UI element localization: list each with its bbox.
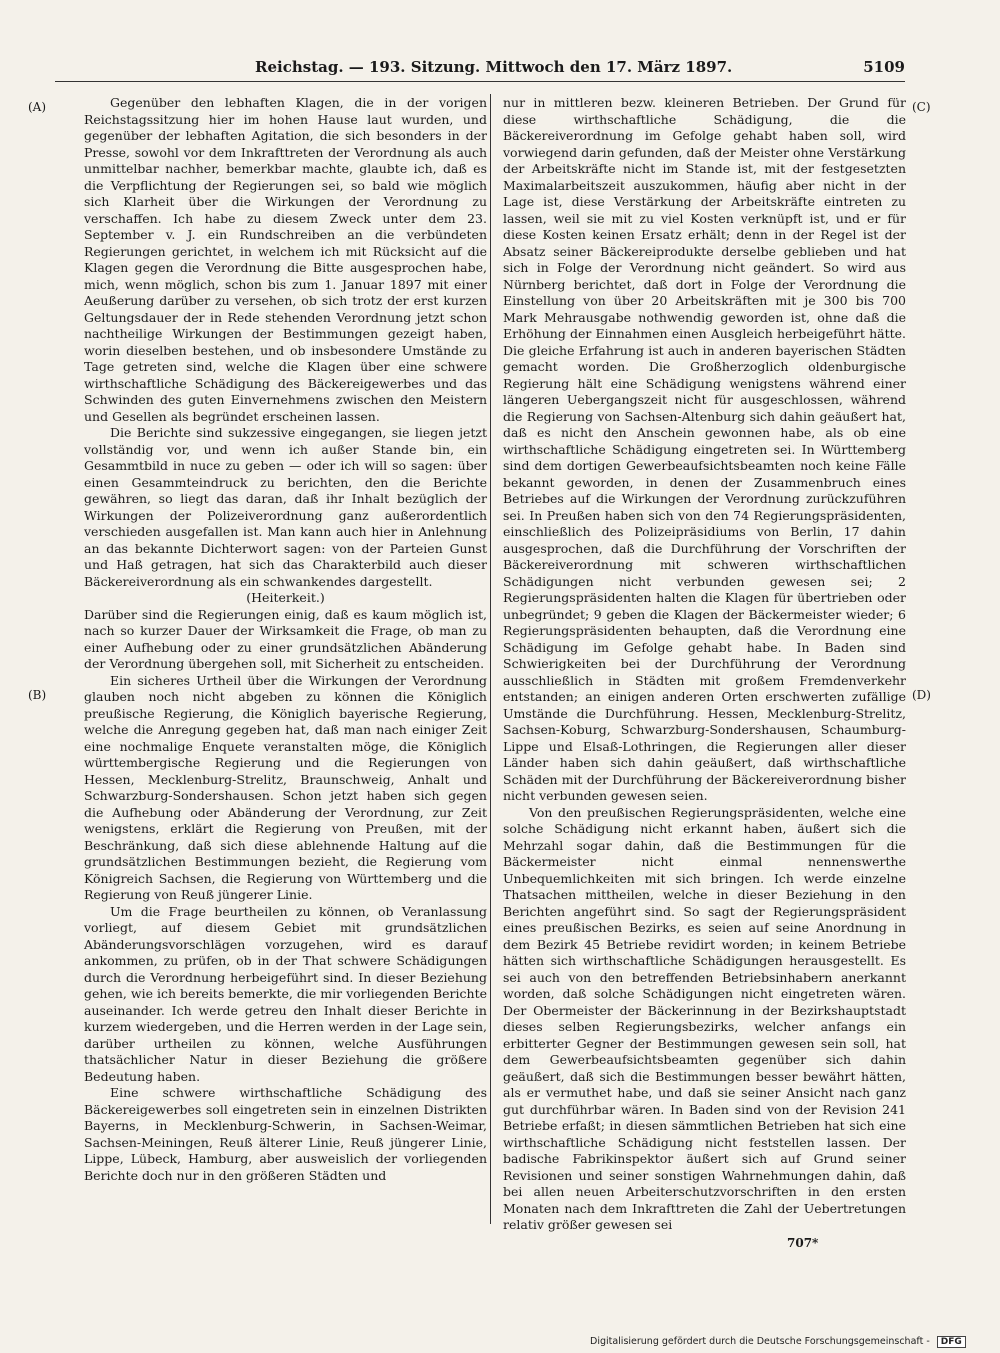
left-column <box>84 95 487 1184</box>
header-rule <box>55 81 905 82</box>
paragraph: Darüber sind die Regierungen einig, daß es kaum möglich ist, nach so kurzer Dauer der Wirksamkeit die Frage, ob man zu einer Aufhebung oder zu einer grundsätzlichen Abänderung der Verordnung übergehen soll, mit Sicherheit zu entscheiden. <box>84 606 487 671</box>
right-column <box>503 95 906 1234</box>
dfg-logo-icon: DFG <box>937 1336 966 1348</box>
header-title: Reichstag. — 193. Sitzung. Mittwoch den 17. März 1897. <box>255 58 733 76</box>
column-divider <box>490 94 491 1224</box>
footer-text: Digitalisierung gefördert durch die Deutsche Forschungsgemeinschaft - <box>590 1336 930 1347</box>
margin-label-a: (A) <box>28 100 47 114</box>
margin-label-d: (D) <box>912 688 931 702</box>
paragraph: Eine schwere wirthschaftliche Schädigung des Bäckereigewerbes soll eingetreten sein in einzelnen Distrikten Bayerns, in Mecklenburg-Schwerin, in Sachsen-Weimar, Sachsen-Meiningen, Reuß älterer Linie, Reuß jüngerer Linie, Lippe, Lübeck, Hamburg, aber ausweislich der vorliegenden Berichte doch nur in den größeren Städten und <box>84 1085 487 1183</box>
digitization-footer <box>590 1336 966 1348</box>
page-number: 5109 <box>863 58 905 76</box>
folio-mark: 707* <box>787 1236 819 1250</box>
paragraph: Gegenüber den lebhaften Klagen, die in der vorigen Reichstagssitzung hier im hohen Hause laut wurden, und gegenüber der lebhaften Agitation, die sich besonders in der Presse, sowohl vor dem Inkrafttreten der Verordnung als auch unmittelbar nachher, bemerkbar machte, glaubte ich, daß es die Verpflichtung der Regierungen sei, so bald wie möglich sich Klarheit über die Wirkungen der Verordnung zu verschaffen. Ich habe zu diesem Zweck unter dem 23. September v. J. ein Rundschreiben an die verbündeten Regierungen gerichtet, in welchem ich mit Rücksicht auf die Klagen gegen die Verordnung die Bitte ausgesprochen habe, mich, wenn möglich, schon bis zum 1. Januar 1897 mit einer Aeußerung darüber zu versehen, ob sich trotz der erst kurzen Geltungsdauer der in Rede stehenden Verordnung jetzt schon nachtheilige Wirkungen der Bestimmungen gezeigt haben, worin dieselben bestehen, und ob insbesondere Umstände zu Tage getreten sind, welche die Klagen über eine schwere wirthschaftliche Schädigung des Bäckereigewerbes und das Schwinden des guten Einvernehmens zwischen den Meistern und Gesellen als begründet erscheinen lassen. <box>84 95 487 424</box>
paragraph: Um die Frage beurtheilen zu können, ob Veranlassung vorliegt, auf diesem Gebiet mit grundsätzlichen Abänderungsvorschlägen vorzugehen, wird es darauf ankommen, zu prüfen, ob in der That schwere Schädigungen durch die Verordnung herbeigeführt sind. In dieser Beziehung gehen, wie ich bereits bemerkte, die mir vorliegenden Berichte auseinander. Ich werde getreu den Inhalt dieser Berichte in kurzem wiedergeben, und die Herren werden in der Lage sein, darüber urtheilen zu können, welche Ausführungen thatsächlicher Natur in dieser Beziehung die größere Bedeutung haben. <box>84 903 487 1084</box>
paragraph: Von den preußischen Regierungspräsidenten, welche eine solche Schädigung nicht erkannt haben, äußert sich die Mehrzahl sogar dahin, daß die Bestimmungen für die Bäckermeister nicht einmal nennenswerthe Unbequemlichkeiten mit sich bringen. Ich werde einzelne Thatsachen mittheilen, welche in dieser Beziehung in den Berichten angeführt sind. So sagt der Regierungspräsident eines preußischen Bezirks, es seien auf seine Anordnung in dem Bezirk 45 Betriebe revidirt worden; in keinem Betriebe hätten sich wirthschaftliche Schädigungen herausgestellt. Es sei auch von den betreffenden Betriebsinhabern anerkannt worden, daß solche Schädigungen nicht eingetreten wären. Der Obermeister der Bäckerinnung in der Bezirkshauptstadt dieses selben Regierungsbezirks, welcher anfangs ein erbitterter Gegner der Bestimmungen gewesen sein soll, hat dem Gewerbeaufsichtsbeamten gegenüber sich dahin geäußert, daß sich die Bestimmungen besser bewährt hätten, als er vermuthet habe, und daß sie seiner Ansicht nach ganz gut durchführbar wären. In Baden sind von der Revision 241 Betriebe erfaßt; in diesen sämmtlichen Betrieben hat sich eine wirthschaftliche Schädigung nicht feststellen lassen. Der badische Fabrikinspektor äußert sich auf Grund seiner Revisionen und seiner sonstigen Wahrnehmungen dahin, daß bei allen neuen Arbeiterschutzvorschriften in den ersten Monaten nach dem Inkrafttreten die Zahl der Uebertretungen relativ größer gewesen sei <box>503 804 906 1232</box>
margin-label-c: (C) <box>912 100 931 114</box>
paragraph: Ein sicheres Urtheil über die Wirkungen der Verordnung glauben noch nicht abgeben zu können die Königlich preußische Regierung, die Königlich bayerische Regierung, welche die Anregung gegeben hat, daß man nach einiger Zeit eine nochmalige Enquete veranstalten möge, die Königlich württembergische Regierung und die Regierungen von Hessen, Mecklenburg-Strelitz, Braunschweig, Anhalt und Schwarzburg-Sondershausen. Schon jetzt haben sich gegen die Aufhebung oder Abänderung der Verordnung, zur Zeit wenigstens, erklärt die Regierung von Preußen, mit der Beschränkung, daß sich diese ablehnende Haltung auf die grundsätzlichen Bestimmungen bezieht, die Regierung vom Königreich Sachsen, die Regierung von Württemberg und die Regierung von Reuß jüngerer Linie. <box>84 672 487 902</box>
margin-label-b: (B) <box>28 688 47 702</box>
paragraph: Die Berichte sind sukzessive eingegangen, sie liegen jetzt vollständig vor, und wenn ich außer Stande bin, ein Gesammtbild in nuce zu geben — oder ich will so sagen: über einen Gesammteindruck zu berichten, den die Berichte gewähren, so liegt das daran, daß ihr Inhalt bezüglich der Wirkungen der Polizeiverordnung ganz außerordentlich verschieden ausgefallen ist. Man kann auch hier in Anlehnung an das bekannte Dichterwort sagen: von der Parteien Gunst und Haß getragen, hat sich das Charakterbild auch dieser Bäckereiverordnung als ein schwankendes dargestellt. <box>84 425 487 589</box>
running-header <box>55 58 905 80</box>
paragraph: nur in mittleren bezw. kleineren Betrieben. Der Grund für diese wirthschaftliche Schädigung, die die Bäckereiverordnung im Gefolge gehabt haben soll, wird vorwiegend darin gefunden, daß der Meister ohne Verstärkung der Arbeitskräfte nicht im Stande ist, mit der festgesetzten Maximalarbeitszeit auszukommen, häufig aber nicht in der Lage ist, diese Verstärkung der Arbeitskräfte eintreten zu lassen, weil sie mit zu viel Kosten verknüpft ist, und er für diese Kosten keinen Ersatz erhält; denn in der Regel ist der Absatz seiner Bäckereiprodukte derselbe geblieben und hat sich in Folge der Verordnung nicht geändert. So wird aus Nürnberg berichtet, daß dort in Folge der Verordnung die Einstellung von über 20 Arbeitskräften mit je 300 bis 700 Mark Mehrausgabe nothwendig geworden ist, ohne daß die Erhöhung der Einnahmen einen Ausgleich herbeigeführt hätte. Die gleiche Erfahrung ist auch in anderen bayerischen Städten gemacht worden. Die Großherzoglich oldenburgische Regierung hält eine Schädigung wenigstens während einer längeren Uebergangszeit nicht für ausgeschlossen, während die Regierung von Sachsen-Altenburg sich dahin geäußert hat, daß es nicht den Anschein gewonnen habe, als ob eine wirthschaftliche Schädigung eingetreten sei. In Württemberg sind dem dortigen Gewerbeaufsichtsbeamten noch keine Fälle bekannt geworden, in denen der Zusammenbruch eines Betriebes auf die Wirkungen der Verordnung zurückzuführen sei. In Preußen haben sich von den 74 Regierungspräsidenten, einschließlich des Polizeipräsidiums von Berlin, 17 dahin ausgesprochen, daß die Durchführung der Vorschriften der Bäckereiverordnung mit schweren wirthschaftlichen Schädigungen nicht verbunden gewesen sei; 2 Regierungspräsidenten halten die Klagen für übertrieben oder unbegründet; 9 geben die Klagen der Bäckermeister wieder; 6 Regierungspräsidenten behaupten, daß die Verordnung eine Schädigung im Gefolge gehabt habe. In Baden sind Schwierigkeiten bei der Durchführung der Verordnung ausschließlich in Städten mit großem Fremdenverkehr entstanden; an einigen anderen Orten erschwerten zufällige Umstände die Durchführung. Hessen, Mecklenburg-Strelitz, Sachsen-Koburg, Schwarzburg-Sondershausen, Schaumburg-Lippe und Elsaß-Lothringen, die Regierungen aller dieser Länder haben sich dahin geäußert, daß wirthschaftliche Schäden mit der Durchführung der Bäckereiverordnung bisher nicht verbunden gewesen seien. <box>503 95 906 803</box>
interjection: (Heiterkeit.) <box>246 590 325 605</box>
